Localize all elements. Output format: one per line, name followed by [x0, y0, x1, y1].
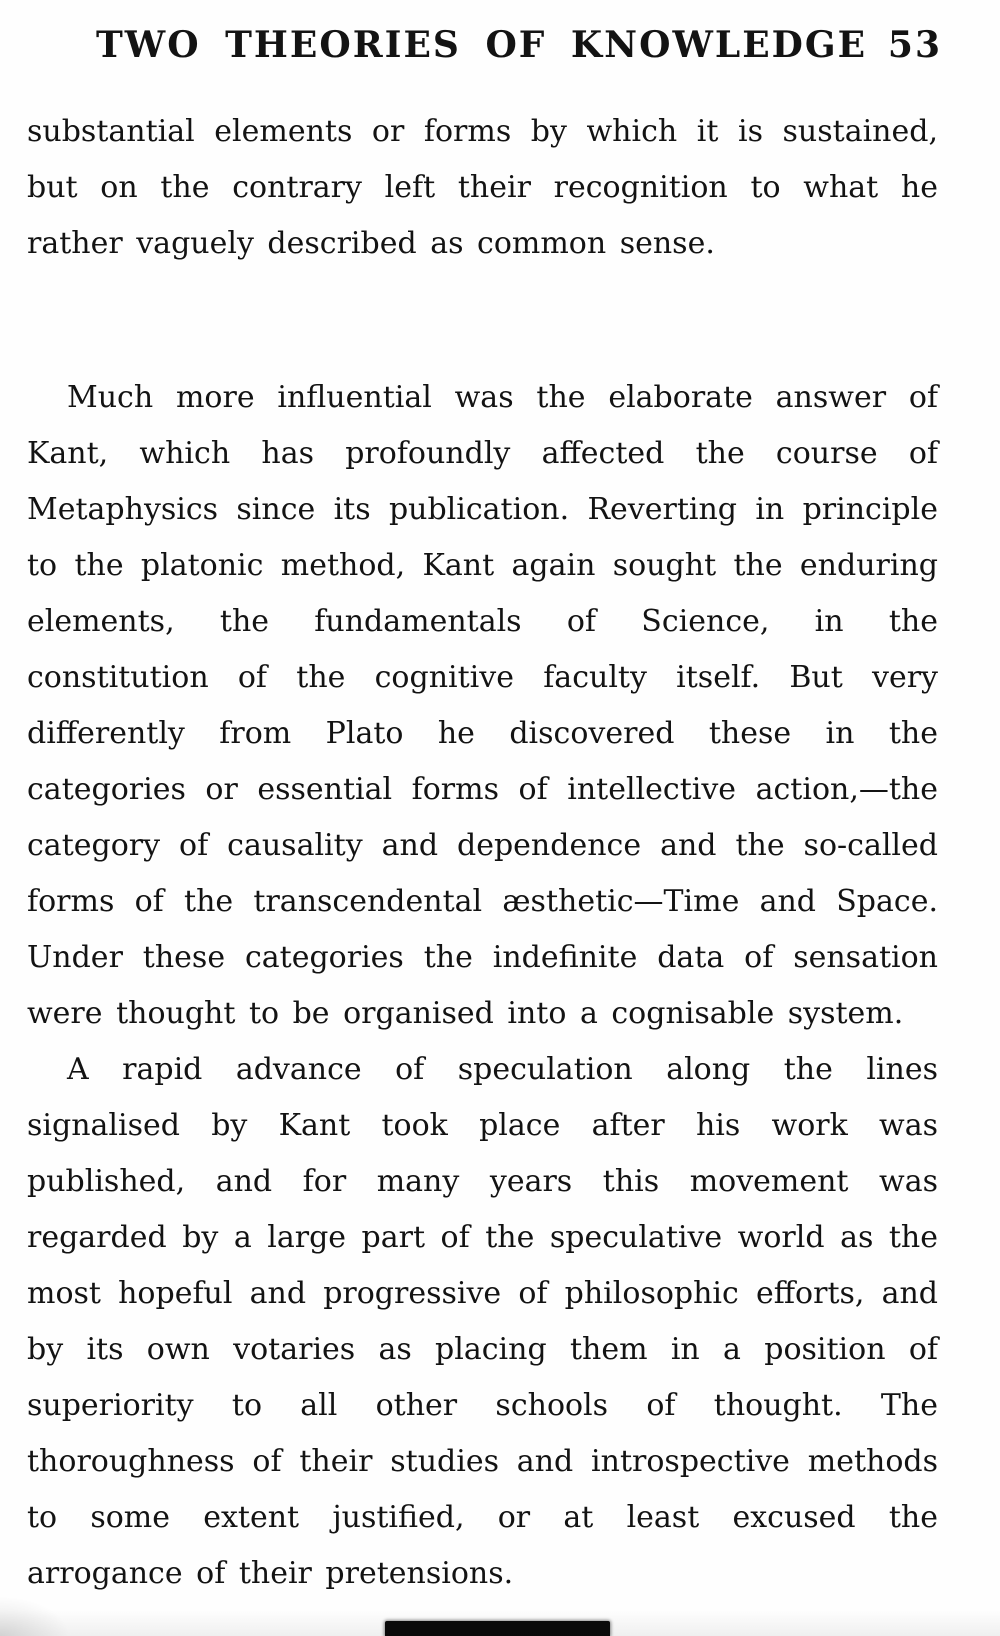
- scan-smudge: [0, 1596, 70, 1636]
- page-number: 53: [887, 24, 942, 66]
- scan-artifact-mark: [385, 1621, 610, 1636]
- paragraph-speculation: A rapid advance of speculation along the lines signalised by Kant took place after his work was published, and for many years this movement was regarded by a large part of the speculative world as the most hopeful and progressive of philosophic efforts, and by its own votaries as placing them in a position of superiority to all other schools of thought. The thoroughness of their studies and introspective methods to some extent justified, or at least excused the arrogance of their pretensions.: [27, 1052, 938, 1591]
- running-header: [0, 0, 1000, 66]
- page-title: TWO THEORIES OF KNOWLEDGE: [96, 24, 868, 66]
- paragraph-kant: Much more influential was the elaborate answer of Kant, which has profoundly affected the course of Metaphysics since its publication. Reverting in principle to the platonic method, Kant again sought the enduring elements, the fundamentals of Science, in the constitution of the cognitive faculty itself. But very differently from Plato he discovered these in the categories or essential forms of intellective action,—the category of causality and dependence and the so-called forms of the transcendental æsthetic—Time and Space. Under these categories the indefinite data of sensation were thought to be organised into a cognisable system.: [27, 380, 938, 1031]
- page-body: [0, 104, 1000, 1602]
- paragraph-continuation: substantial elements or forms by which it is sustained, but on the contrary left their recognition to what he rather vaguely described as common sense.: [27, 114, 938, 261]
